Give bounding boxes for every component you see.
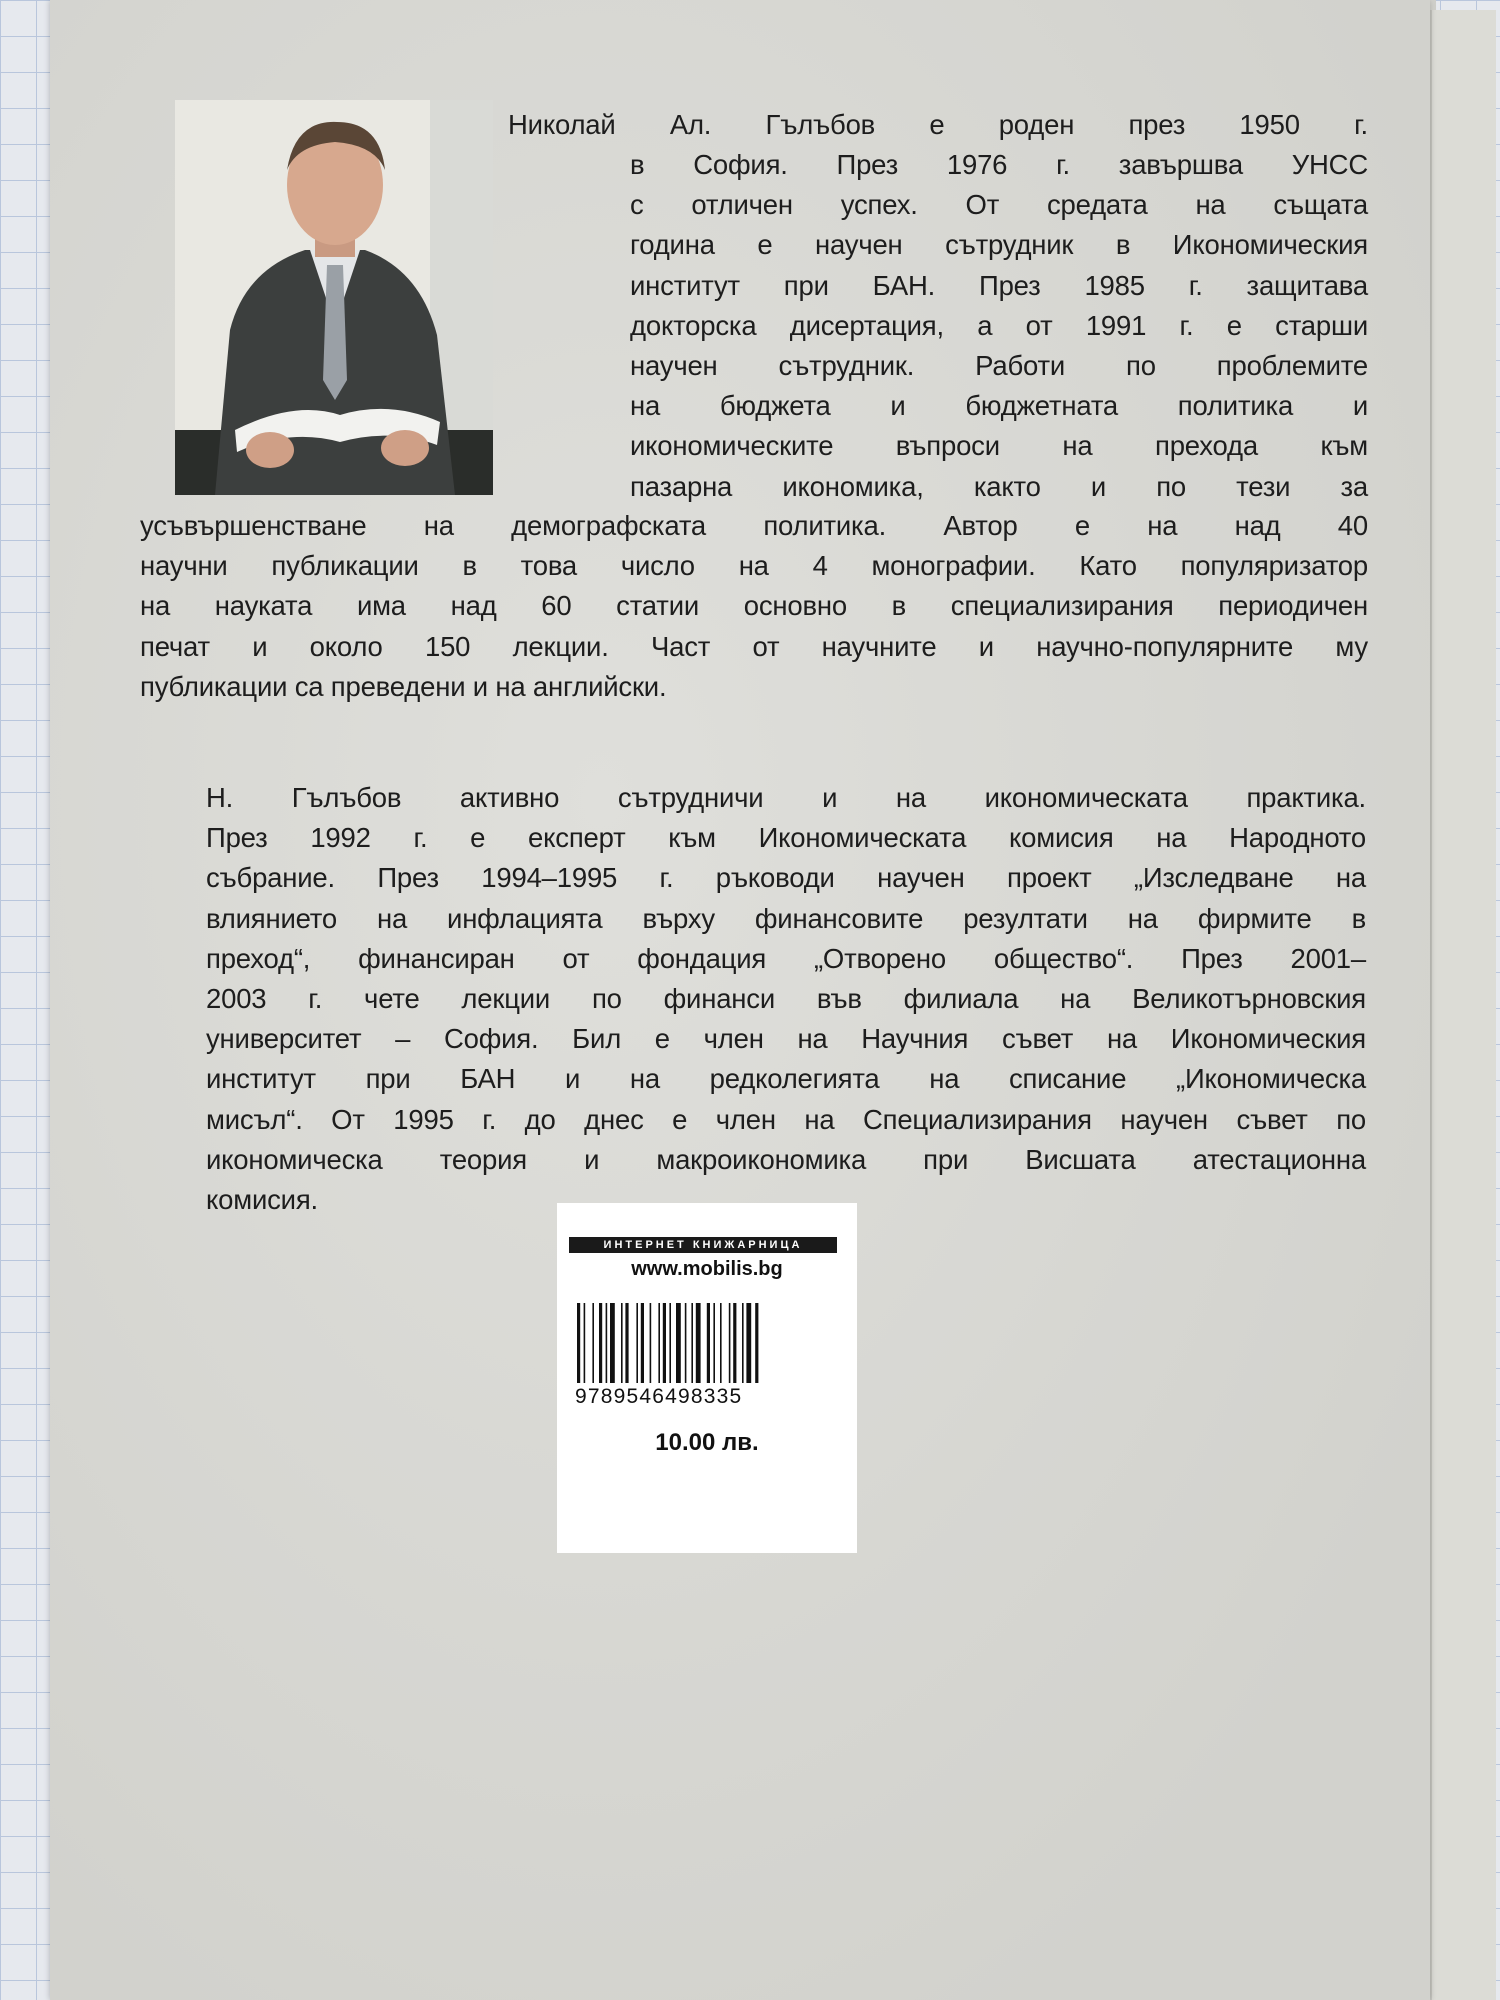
bio-line: мисъл“. От 1995 г. до днес е член на Специализирания научен съвет по	[206, 1103, 1366, 1135]
barcode-bar	[691, 1303, 693, 1383]
barcode-bar	[592, 1303, 594, 1383]
bio-line: комисия.	[206, 1184, 318, 1216]
barcode-bar	[599, 1303, 602, 1383]
barcode-bar	[696, 1303, 701, 1383]
bio-paragraph-2	[206, 778, 1366, 1220]
bio-line: с отличен успех. От средата на същата	[630, 189, 1368, 221]
isbn-number: 9789546498335	[575, 1385, 743, 1408]
bio-line: 2003 г. чете лекции по финанси във филиала на Великотърновския	[206, 983, 1366, 1015]
barcode-bar	[606, 1303, 608, 1383]
price-sticker	[557, 1203, 857, 1553]
bio-paragraph-1-full	[140, 506, 1368, 707]
bio-line: на науката има над 60 статии основно в специализирания периодичен	[140, 590, 1368, 622]
barcode-bar	[650, 1303, 652, 1383]
bio-line: година е научен сътрудник в Икономическия	[630, 229, 1368, 261]
barcode	[575, 1303, 835, 1383]
store-url: www.mobilis.bg	[631, 1258, 783, 1280]
barcode-bar	[742, 1303, 744, 1383]
barcode-bar	[733, 1303, 736, 1383]
barcode-bar	[685, 1303, 687, 1383]
bio-paragraph-1-top	[508, 105, 1368, 145]
barcode-bar	[663, 1303, 666, 1383]
store-label: ИНТЕРНЕТ КНИЖАРНИЦА	[569, 1237, 837, 1253]
barcode-bar	[610, 1303, 615, 1383]
barcode-bar	[713, 1303, 715, 1383]
bio-line: икономическите въпроси на прехода към	[630, 430, 1368, 462]
barcode-bar	[676, 1303, 681, 1383]
barcode-bar	[746, 1303, 751, 1383]
bio-line: на бюджета и бюджетната политика и	[630, 390, 1368, 422]
bio-line: Николай Ал. Гълъбов е роден през 1950 г.	[508, 109, 1368, 140]
barcode-bar	[636, 1303, 638, 1383]
bio-line: в София. През 1976 г. завършва УНСС	[630, 149, 1368, 180]
barcode-bar	[707, 1303, 710, 1383]
bio-line: преход“, финансиран от фондация „Отворено общество“. През 2001–	[206, 942, 1366, 974]
barcode-bar	[755, 1303, 758, 1383]
bio-line: научен сътрудник. Работи по проблемите	[630, 350, 1368, 382]
bio-line: пазарна икономика, както и по тези за	[630, 470, 1368, 502]
bio-line: събрание. През 1994–1995 г. ръководи научен проект „Изследване на	[206, 862, 1366, 894]
price: 10.00 лв.	[655, 1429, 759, 1456]
bio-line: научни публикации в това число на 4 монографии. Като популяризатор	[140, 550, 1368, 582]
bio-line: икономическа теория и макроикономика при Висшата атестационна	[206, 1143, 1366, 1175]
bio-line: През 1992 г. е експерт към Икономическата комисия на Народното	[206, 822, 1366, 854]
barcode-bar	[658, 1303, 660, 1383]
barcode-bar	[621, 1303, 623, 1383]
barcode-bar	[669, 1303, 671, 1383]
barcode-bar	[641, 1303, 644, 1383]
barcode-bar	[577, 1303, 580, 1383]
bio-line: институт при БАН и на редколегията на списание „Икономическа	[206, 1063, 1366, 1095]
barcode-bar	[729, 1303, 731, 1383]
bio-line: усъвършенстване на демографската политика. Автор е на над 40	[140, 510, 1368, 541]
bio-line: университет – София. Бил е член на Научния съвет на Икономическия	[206, 1023, 1366, 1055]
bio-line: публикации са преведени и на английски.	[140, 670, 667, 702]
bio-line: докторска дисертация, а от 1991 г. е старши	[630, 309, 1368, 341]
barcode-bar	[625, 1303, 628, 1383]
bio-paragraph-1-beside-photo	[630, 145, 1368, 507]
bio-line: влиянието на инфлацията върху финансовите резултати на фирмите в	[206, 902, 1366, 934]
book-spine	[1430, 10, 1496, 2000]
bio-line: печат и около 150 лекции. Част от научните и научно-популярните му	[140, 630, 1368, 662]
barcode-bar	[720, 1303, 722, 1383]
bio-line: институт при БАН. През 1985 г. защитава	[630, 269, 1368, 301]
barcode-bar	[584, 1303, 586, 1383]
bio-line: Н. Гълъбов активно сътрудничи и на икономическата практика.	[206, 782, 1366, 813]
author-photo	[175, 100, 493, 495]
